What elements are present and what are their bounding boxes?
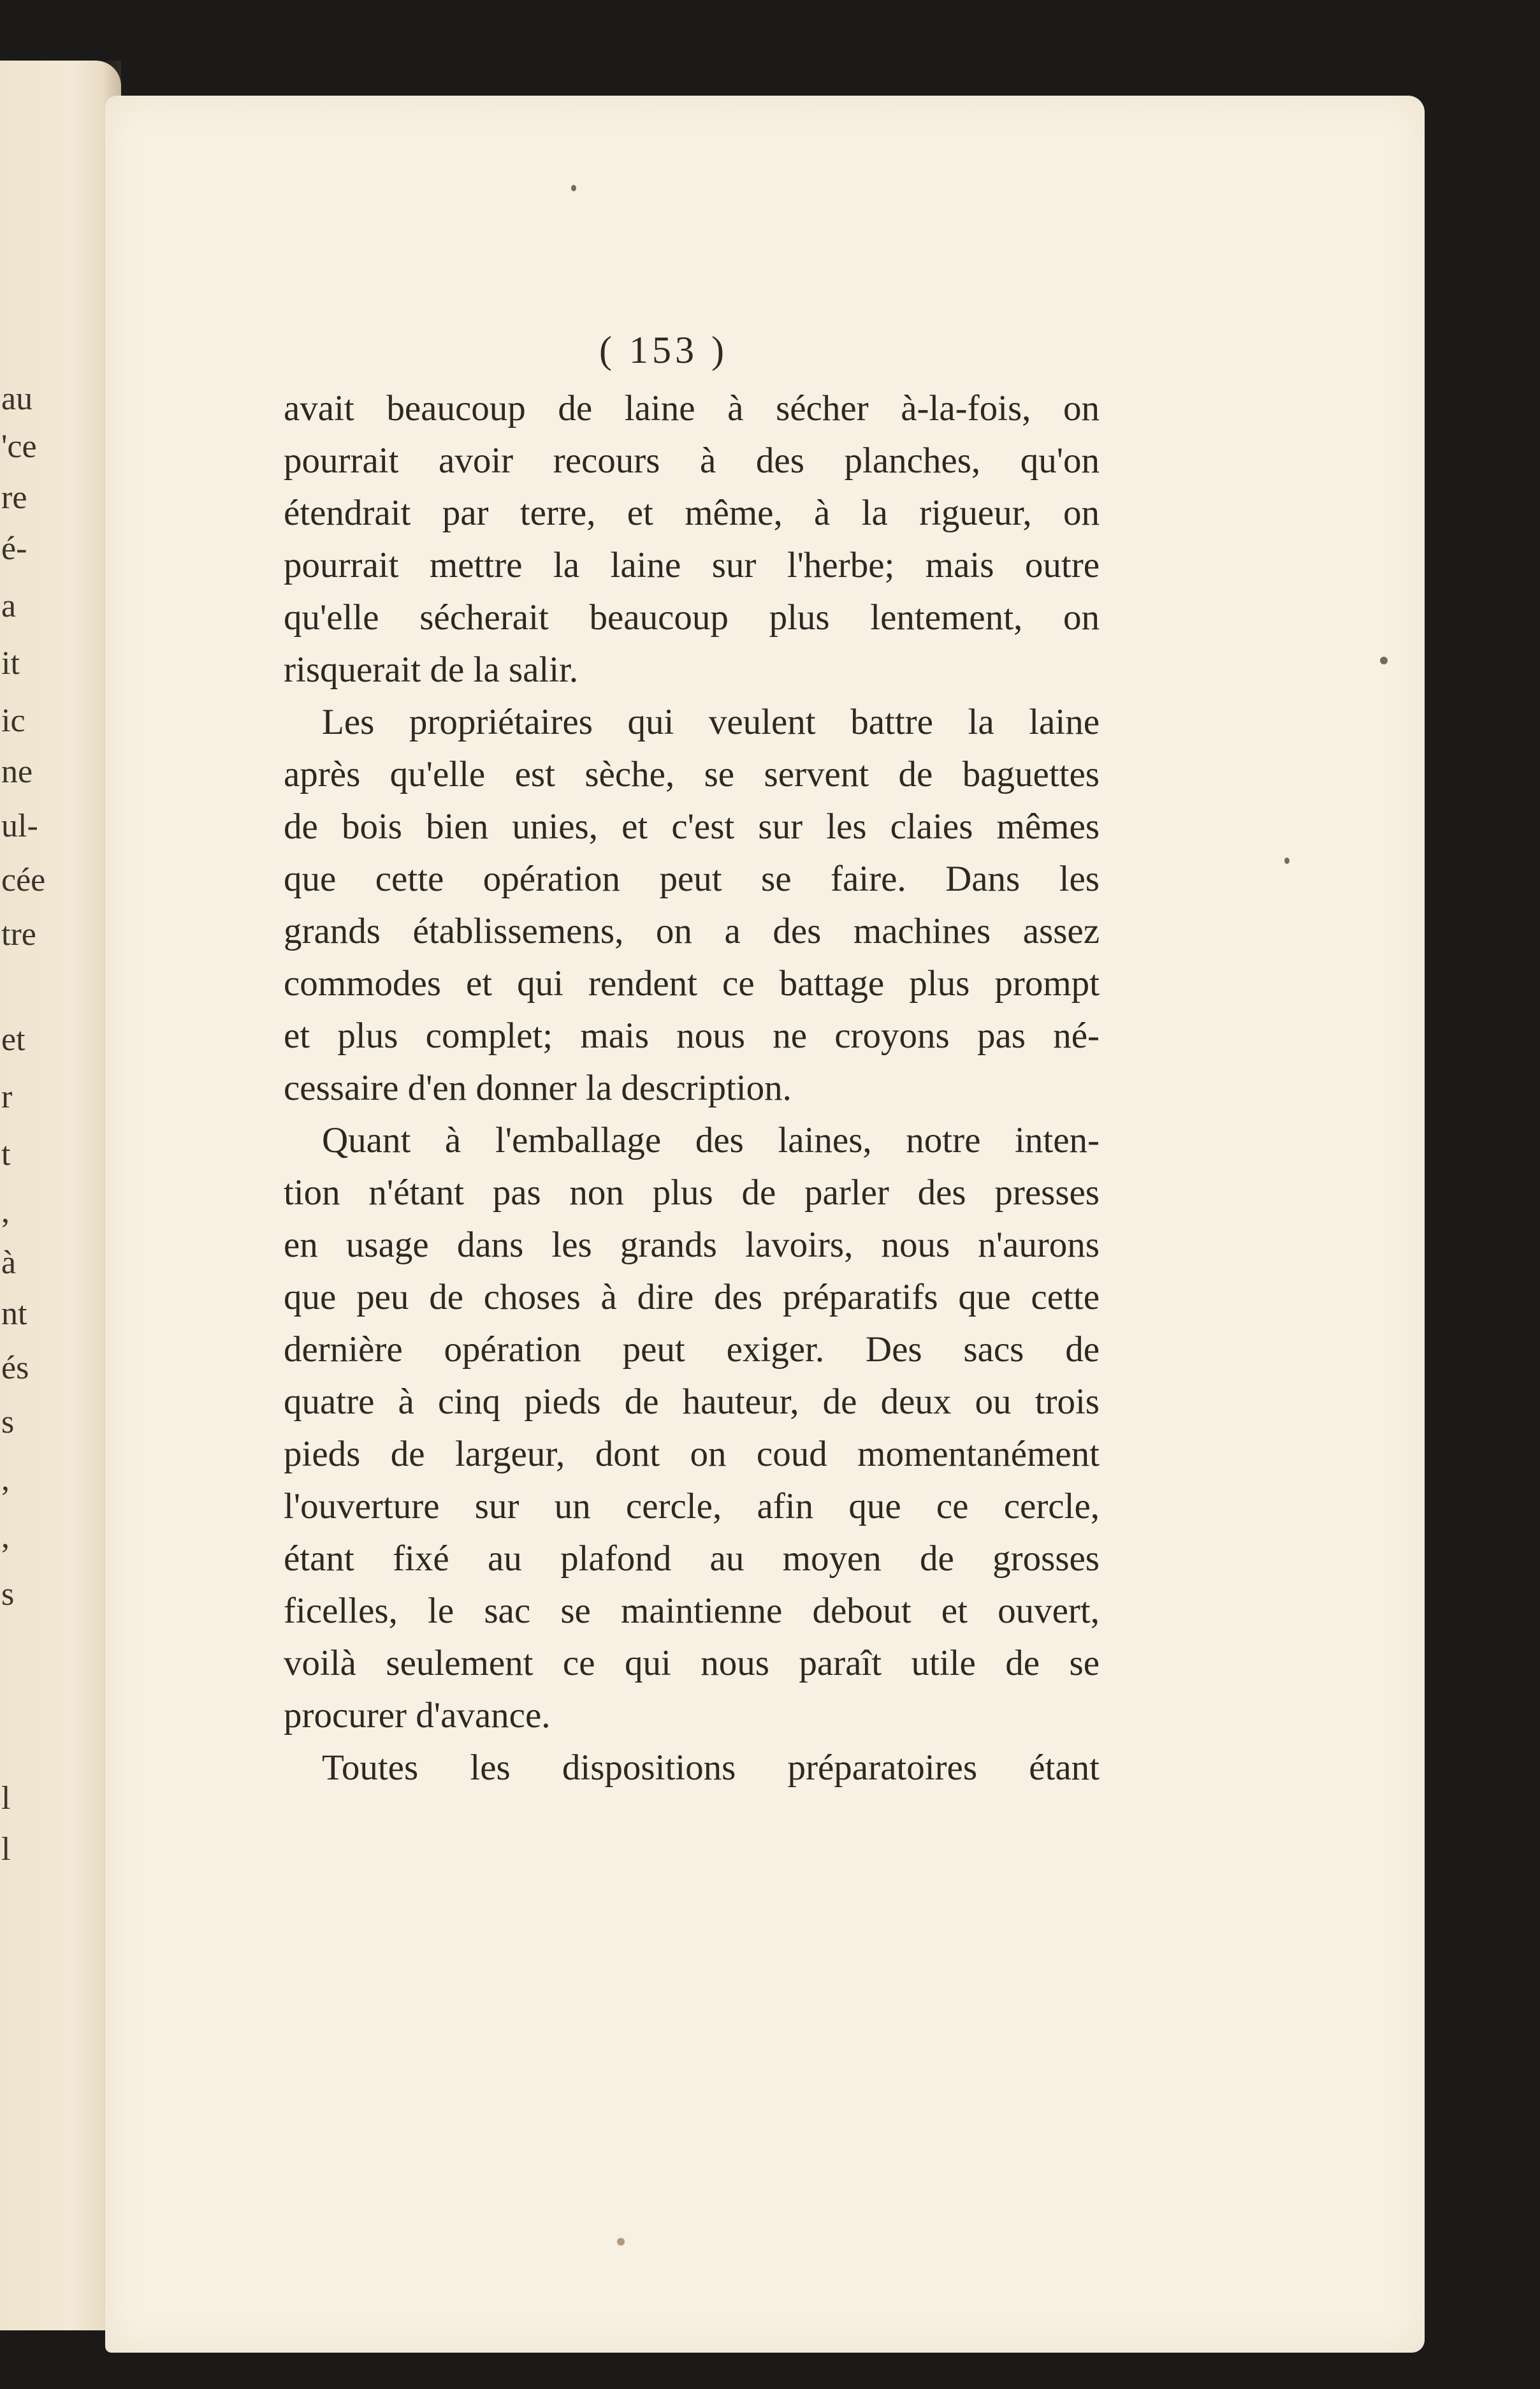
body-text (284, 383, 1100, 1794)
left-page-fragment: l (1, 1780, 11, 1816)
left-page-fragment: tre (1, 916, 36, 953)
text-line: que peu de choses à dire des préparatifs que cette (284, 1277, 1100, 1317)
text-line: Toutes les dispositions préparatoires étant (322, 1748, 1100, 1788)
text-line: étendrait par terre, et même, à la rigueur, on (284, 493, 1100, 533)
left-page-fragment: ne (1, 754, 33, 790)
left-page-fragment: cée (1, 862, 46, 898)
text-line: après qu'elle est sèche, se servent de baguettes (284, 754, 1100, 794)
text-line: Quant à l'emballage des laines, notre inten- (322, 1120, 1100, 1160)
text-line: quatre à cinq pieds de hauteur, de deux ou trois (284, 1382, 1100, 1422)
text-line: risquerait de la salir. (284, 650, 579, 690)
paper-speck (571, 185, 576, 191)
text-line: commodes et qui rendent ce battage plus prompt (284, 963, 1100, 1004)
left-page-fragment: au (1, 381, 33, 417)
paper-speck (617, 2238, 625, 2246)
text-line: de bois bien unies, et c'est sur les claies mêmes (284, 807, 1100, 847)
text-line: que cette opération peut se faire. Dans les (284, 859, 1100, 899)
text-line: dernière opération peut exiger. Des sacs de (284, 1329, 1100, 1370)
left-page-fragment: s (1, 1576, 15, 1612)
text-line: voilà seulement ce qui nous paraît utile de se (284, 1643, 1100, 1683)
left-page-fragment: , (1, 1461, 10, 1498)
text-line: et plus complet; mais nous ne croyons pas né- (284, 1016, 1100, 1056)
left-page-fragment: a (1, 588, 17, 624)
left-page-fragment: ul- (1, 808, 38, 844)
left-page-fragment: , (1, 1519, 10, 1555)
text-line: qu'elle sécherait beaucoup plus lentement, on (284, 597, 1100, 638)
left-page-fragment: 'ce (1, 428, 37, 465)
left-page-fragment: nt (1, 1296, 27, 1332)
left-page-fragment: r (1, 1079, 13, 1115)
text-line: Les propriétaires qui veulent battre la laine (322, 702, 1100, 742)
left-page-fragment: et (1, 1021, 25, 1058)
text-line: ficelles, le sac se maintienne debout et ouvert, (284, 1591, 1100, 1631)
left-page-fragment: it (1, 645, 20, 682)
text-line: grands établissemens, on a des machines assez (284, 911, 1100, 951)
text-line: étant fixé au plafond au moyen de grosses (284, 1538, 1100, 1579)
text-line: tion n'étant pas non plus de parler des presses (284, 1173, 1100, 1213)
left-page-fragment: é- (1, 530, 27, 567)
text-line: en usage dans les grands lavoirs, nous n'aurons (284, 1225, 1100, 1265)
left-page-fragment: ic (1, 703, 25, 739)
text-line: procurer d'avance. (284, 1695, 551, 1735)
left-page-edge (0, 61, 121, 2330)
left-page-fragment: re (1, 479, 27, 516)
left-page-fragment: és (1, 1350, 29, 1386)
left-page-fragment: s (1, 1404, 15, 1440)
paper-speck (1380, 657, 1388, 664)
text-line: l'ouverture sur un cercle, afin que ce cercle, (284, 1486, 1100, 1526)
left-page-fragment: t (1, 1136, 11, 1173)
page-number: ( 153 ) (599, 329, 728, 371)
text-line: pourrait avoir recours à des planches, qu'on (284, 441, 1100, 481)
left-page-fragment: à (1, 1245, 17, 1281)
text-line: pourrait mettre la laine sur l'herbe; mais outre (284, 545, 1100, 585)
text-line: avait beaucoup de laine à sécher à-la-fois, on (284, 388, 1100, 428)
left-page-fragment: l (1, 1831, 11, 1867)
paper-speck (1284, 858, 1289, 864)
left-page-fragment: , (1, 1194, 10, 1230)
text-line: cessaire d'en donner la description. (284, 1068, 792, 1108)
text-line: pieds de largeur, dont on coud momentanément (284, 1434, 1100, 1474)
